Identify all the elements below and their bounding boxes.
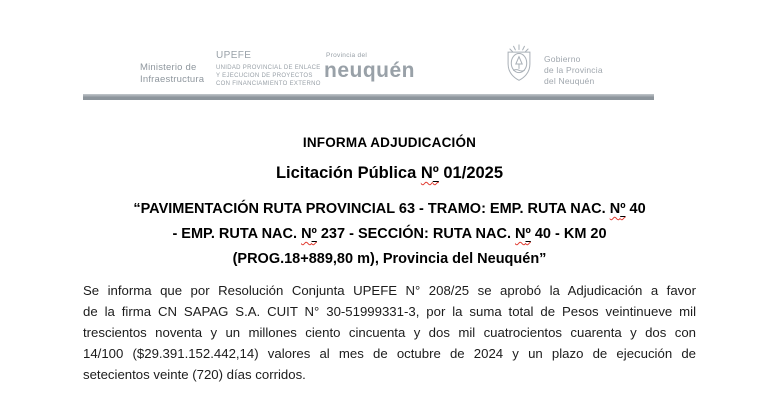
paragraph-line4: 14/100 ($29.391.152.442,14) valores al mes de octubre de 2024 y un plazo de ejecución de [83, 346, 696, 361]
paragraph-line3: trescientos noventa y un millones ciento cincuenta y dos mil cuatrocientos cuarenta y dos con [83, 325, 696, 340]
ministry-line1: Ministerio de [140, 62, 197, 73]
government-line3: del Neuquén [544, 76, 595, 86]
header-divider-bar [83, 94, 654, 100]
letterhead [0, 0, 778, 94]
government-line2: de la Provincia [544, 65, 603, 75]
government-line1: Gobierno [544, 54, 581, 64]
provincial-crest-icon [503, 44, 535, 84]
award-paragraph [83, 280, 696, 385]
announcement-body [83, 135, 696, 385]
upefe-logo [216, 50, 321, 88]
spellcheck-squiggle: Nº [420, 164, 439, 182]
paragraph-line5: setecientos veinte (720) días corridos. [83, 367, 306, 382]
upefe-subline1: UNIDAD PROVINCIAL DE ENLACE [216, 65, 321, 71]
upefe-acronym: UPEFE [216, 50, 252, 61]
spellcheck-squiggle: Nº [301, 226, 317, 242]
neuquen-wordmark-logo [324, 52, 415, 82]
spellcheck-squiggle: Nº [515, 226, 531, 242]
tender-number-subtitle: Licitación Pública Nº 01/2025 [275, 164, 504, 182]
paragraph-line1: Se informa que por Resolución Conjunta UPEFE N° 208/25 se aprobó la Adjudicación a favor [83, 283, 696, 298]
neuquen-tagline: Provincia del [326, 52, 368, 59]
project-heading-line2: - EMP. RUTA NAC. Nº 237 - SECCIÓN: RUTA NAC. Nº 40 - KM 20 [172, 226, 607, 242]
ministry-logo [140, 62, 204, 86]
project-heading-line1: “PAVIMENTACIÓN RUTA PROVINCIAL 63 - TRAMO: EMP. RUTA NAC. Nº 40 [133, 201, 646, 217]
project-heading-line3: (PROG.18+889,80 m), Provincia del Neuquén” [232, 251, 547, 267]
project-heading [83, 197, 696, 272]
neuquen-wordmark: neuquén [324, 59, 415, 82]
announcement-title: INFORMA ADJUDICACIÓN [302, 135, 477, 150]
upefe-subline3: CON FINANCIAMIENTO EXTERNO [216, 81, 321, 87]
upefe-subline2: Y EJECUCION DE PROYECTOS [216, 73, 313, 79]
ministry-line2: Infraestructura [140, 74, 205, 85]
government-logo [503, 44, 603, 87]
spellcheck-squiggle: Nº [609, 201, 626, 217]
government-text [544, 54, 603, 87]
paragraph-line2: de la firma CN SAPAG S.A. CUIT N° 30-51999331-3, por la suma total de Pesos veintinueve mil [83, 304, 696, 319]
